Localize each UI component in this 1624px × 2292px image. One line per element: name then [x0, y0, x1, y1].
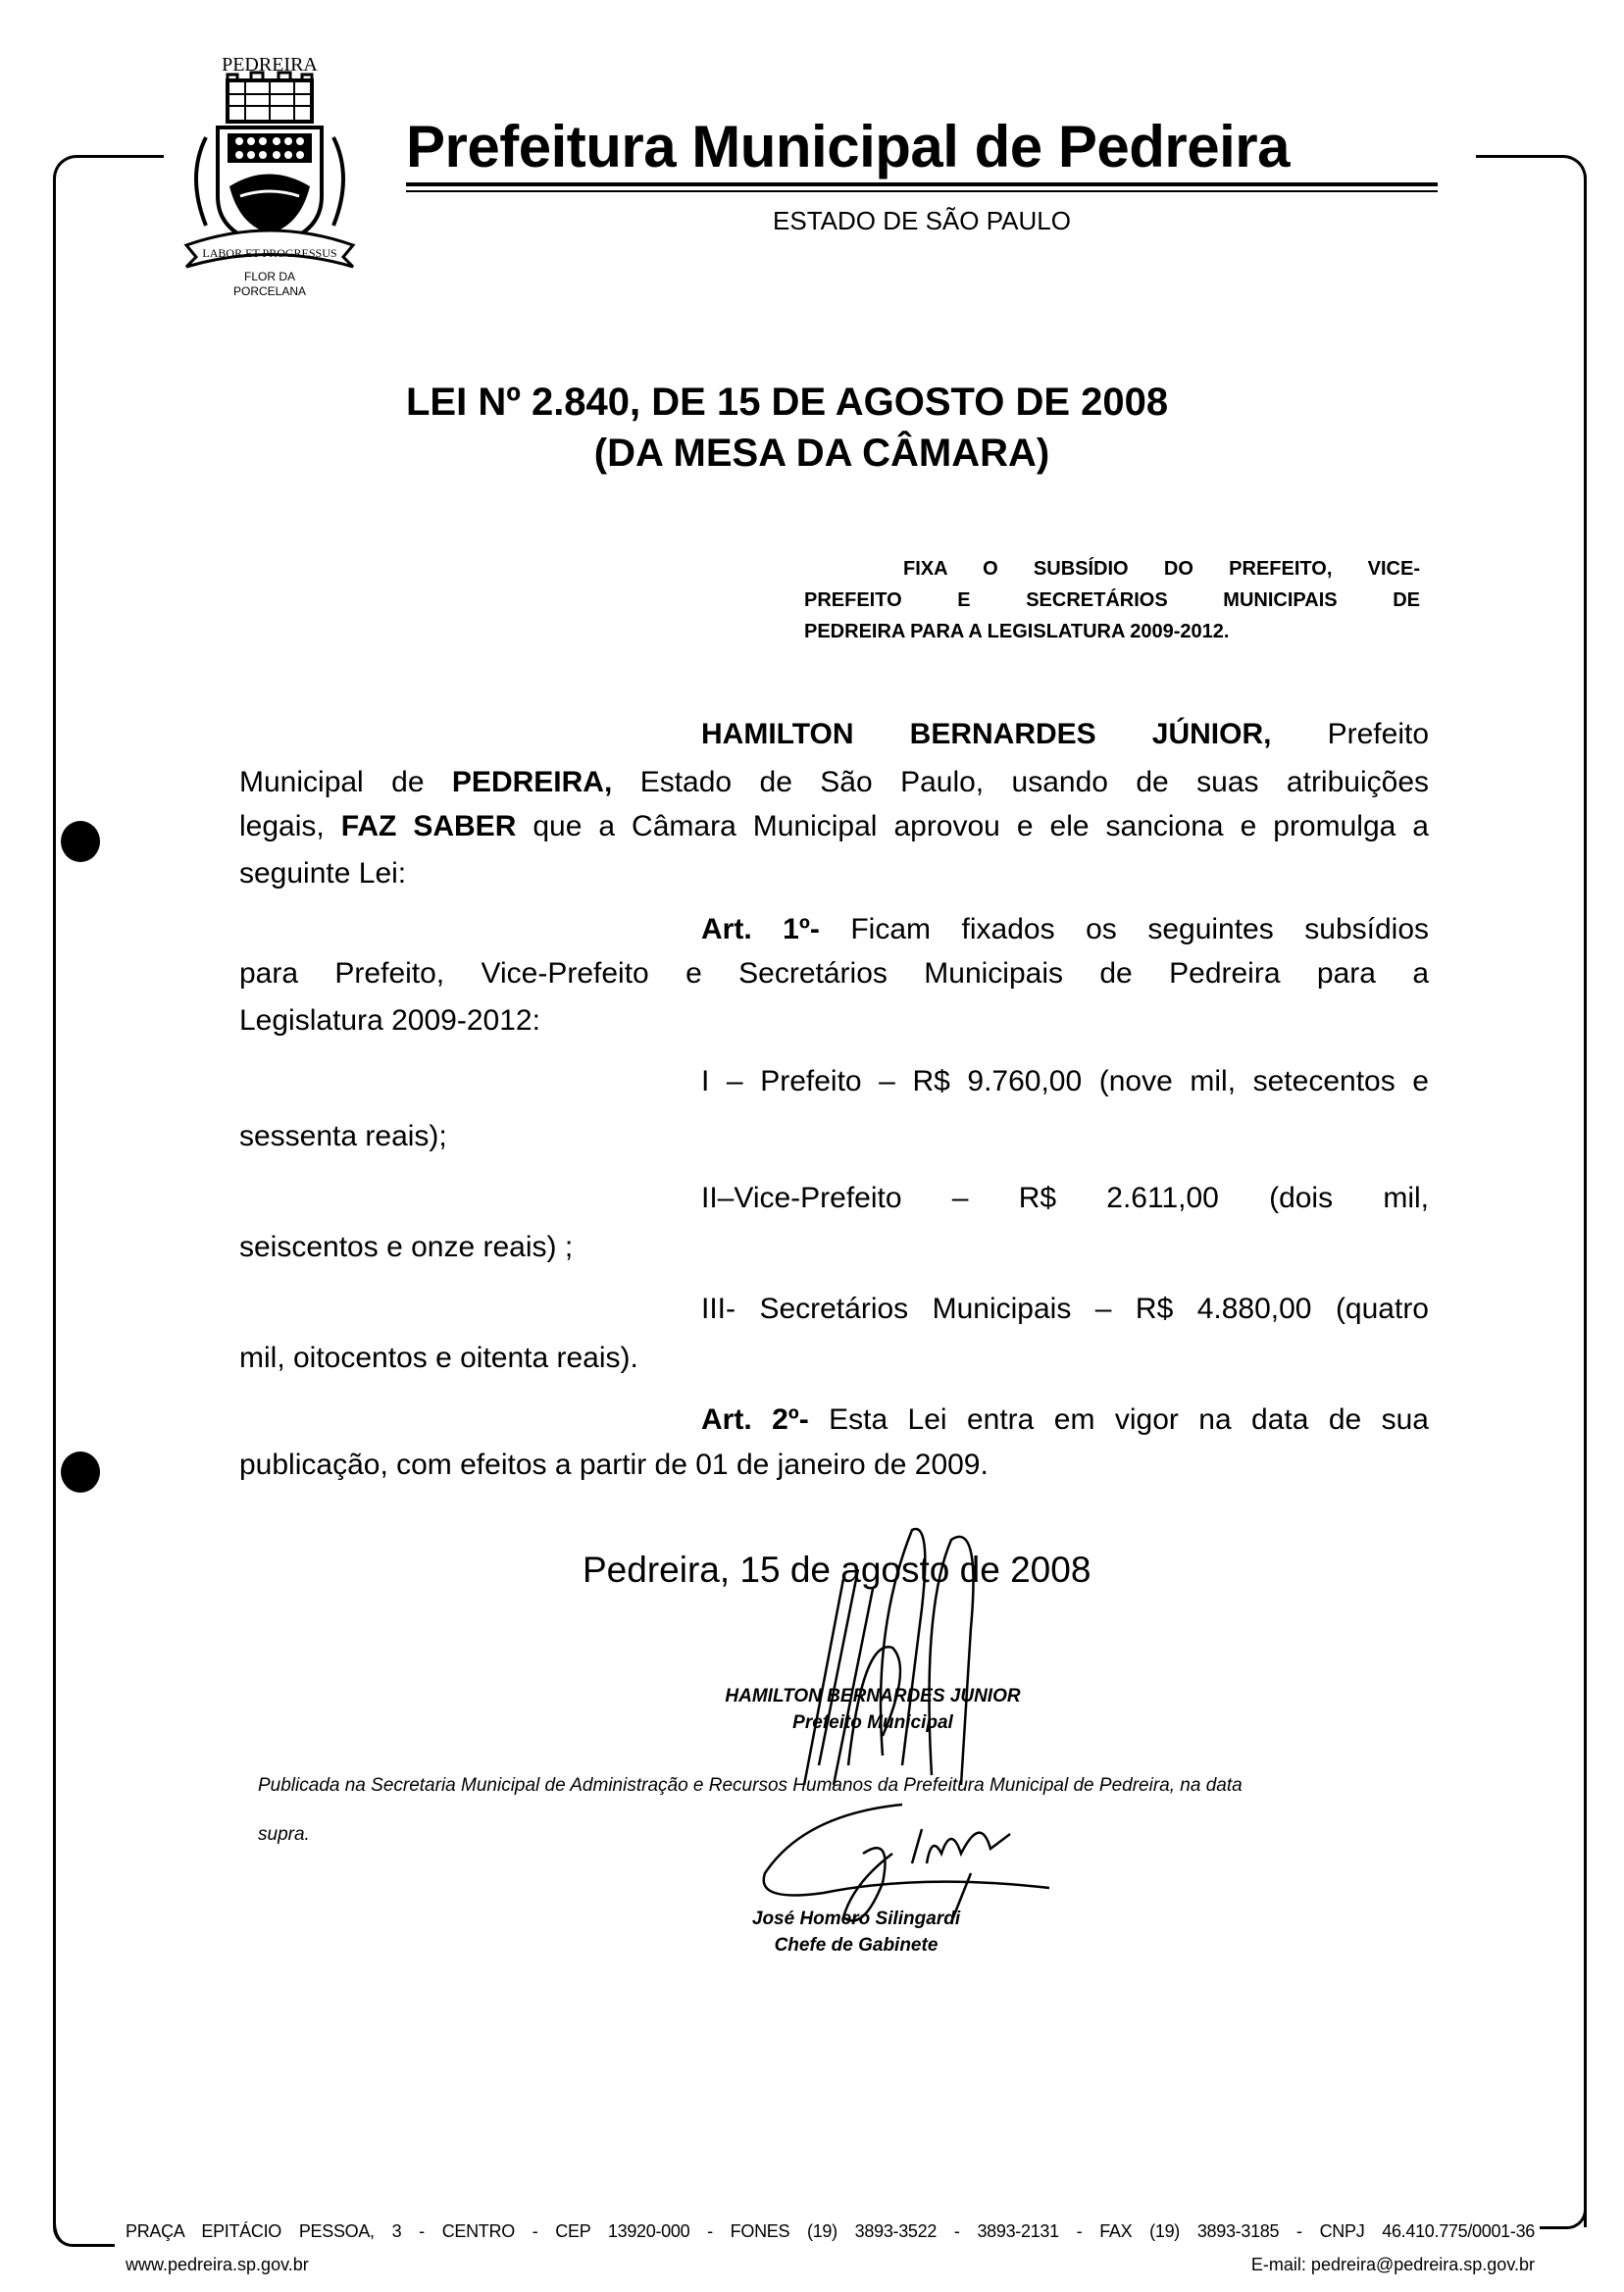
art2-line-2: publicação, com efeitos a partir de 01 de janeiro de 2009. [239, 1449, 989, 1481]
punch-hole [61, 821, 100, 862]
signing-date: Pedreira, 15 de agosto de 2008 [583, 1550, 1091, 1590]
mayor-name: HAMILTON BERNARDES JÚNIOR, [701, 718, 1272, 750]
svg-text:PORCELANA: PORCELANA [232, 284, 307, 298]
chief-name: José Homero Silingardi [751, 1909, 961, 1929]
art1-line-3: Legislatura 2009-2012: [239, 1004, 540, 1037]
chief-role: Chefe de Gabinete [774, 1935, 939, 1956]
header-underline-thin [406, 190, 1438, 192]
intro-line-4: seguinte Lei: [239, 857, 407, 890]
law-title: LEI Nº 2.840, DE 15 DE AGOSTO DE 2008 [406, 381, 1169, 424]
intro-text: Municipal de [239, 766, 425, 798]
mayor-signature [775, 1510, 1040, 1809]
page-frame-bottom-left [53, 2226, 115, 2247]
footer-email[interactable]: E-mail: pedreira@pedreira.sp.gov.br [1250, 2255, 1535, 2274]
header-underline [406, 182, 1438, 186]
punch-hole [61, 1452, 100, 1493]
footer-address: PRAÇA EPITÁCIO PESSOA, 3 - CENTRO - CEP 13920-000 - FONES (19) 3893-3522 - 3893-2131 - FAX (19) 3893-3185 - CNPJ 46.410.775/0001-36 [126, 2221, 1535, 2241]
mayor-signature-name: HAMILTON BERNARDES JUNIOR [725, 1686, 1021, 1706]
publication-note-line-2: supra. [258, 1824, 310, 1845]
mayor-signature-role: Prefeito Municipal [792, 1712, 953, 1733]
intro-text: Prefeito [1327, 718, 1429, 750]
intro-text: que a Câmara Municipal aprovou e ele sanciona e promulga a [533, 810, 1429, 842]
item-3-line-1: III- Secretários Municipais – R$ 4.880,00 (quatro [701, 1293, 1429, 1325]
intro-bold: PEDREIRA, [451, 766, 613, 798]
svg-text:PEDREIRA: PEDREIRA [222, 54, 318, 76]
item-1-line-1: I – Prefeito – R$ 9.760,00 (nove mil, setecentos e [701, 1065, 1429, 1097]
intro-bold: FAZ SABER [340, 810, 517, 842]
footer-website[interactable]: www.pedreira.sp.gov.br [126, 2255, 309, 2274]
article-label: Art. 2º- [701, 1403, 809, 1436]
article-label: Art. 1º- [701, 913, 820, 945]
art1-line-2: para Prefeito, Vice-Prefeito e Secretários Municipais de Pedreira para a [239, 957, 1429, 990]
intro-line-3 [239, 809, 1429, 844]
intro-line-2 [239, 765, 1429, 800]
intro-text: Estado de São Paulo, usando de suas atribuições [639, 766, 1430, 798]
page-frame-right [1476, 155, 1587, 2227]
svg-text:FLOR DA: FLOR DA [243, 270, 296, 283]
publication-note-line-1: Publicada na Secretaria Municipal de Administração e Recursos Humanos da Prefeitura Municipal de Pedreira, na data [258, 1775, 1243, 1796]
law-summary-line: FIXA O SUBSÍDIO DO PREFEITO, VICE- [903, 558, 1420, 580]
intro-text: legais, [239, 810, 325, 842]
svg-text:LABOR ET PROGRESSUS: LABOR ET PROGRESSUS [202, 246, 337, 260]
art1-line-1 [701, 912, 1429, 947]
coat-of-arms-logo [167, 49, 373, 299]
art2-line-1 [701, 1402, 1429, 1438]
header-subtitle: ESTADO DE SÃO PAULO [773, 206, 1071, 235]
intro-line-1 [701, 717, 1429, 752]
item-2-line-2: seiscentos e onze reais) ; [239, 1231, 574, 1263]
law-summary-line: PEDREIRA PARA A LEGISLATURA 2009-2012. [804, 621, 1230, 642]
article-text: Esta Lei entra em vigor na data de sua [829, 1403, 1429, 1436]
law-origin: (DA MESA DA CÂMARA) [593, 432, 1050, 475]
header-title: Prefeitura Municipal de Pedreira [406, 114, 1290, 179]
item-2-line-1: II–Vice-Prefeito – R$ 2.611,00 (dois mil, [701, 1182, 1429, 1214]
article-text: Ficam fixados os seguintes subsídios [850, 913, 1430, 945]
page-frame-left [53, 155, 164, 2247]
item-3-line-2: mil, oitocentos e oitenta reais). [239, 1342, 638, 1374]
law-summary-line: PREFEITO E SECRETÁRIOS MUNICIPAIS DE [804, 589, 1420, 611]
item-1-line-2: sessenta reais); [239, 1120, 447, 1152]
